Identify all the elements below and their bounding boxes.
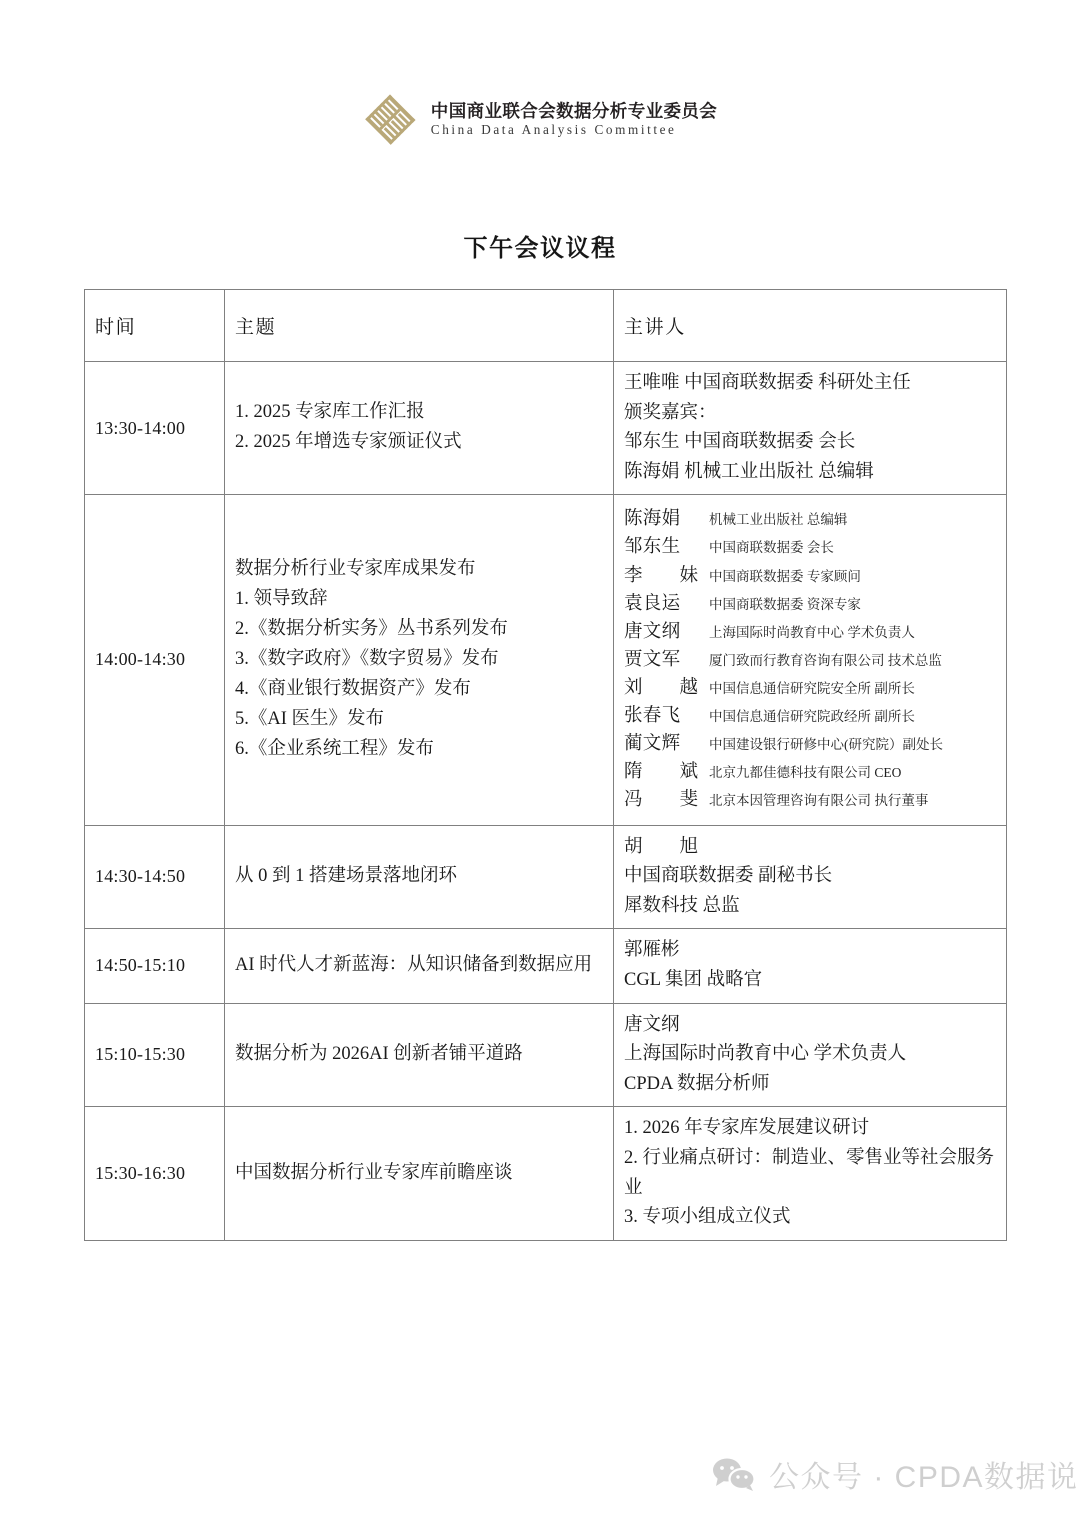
table-row: [85, 1107, 1007, 1240]
cell-speaker: [614, 362, 1007, 495]
cell-topic: [225, 495, 614, 825]
topic-line: 3.《数字政府》《数字贸易》发布: [235, 648, 499, 669]
speaker-name: 袁良运: [624, 593, 681, 614]
speaker-org: 上海国际时尚教育中心 学术负责人: [709, 624, 915, 640]
speaker-org: 中国商联数据委 专家顾问: [709, 568, 861, 584]
organization-logo: [363, 93, 717, 147]
speaker-line: 中国商联数据委 副秘书长: [624, 866, 833, 887]
cell-time: 15:10-15:30: [85, 1003, 225, 1107]
cell-time: 14:50-15:10: [85, 929, 225, 1003]
topic-line: 6.《企业系统工程》发布: [235, 738, 434, 759]
speaker-line: 唐文纲: [624, 1014, 680, 1035]
speaker-line: 上海国际时尚教育中心 学术负责人: [624, 1044, 907, 1065]
document-header: [0, 93, 1080, 147]
speaker-name: 李 妹: [624, 565, 699, 586]
speaker-line: 3. 专项小组成立仪式: [624, 1207, 791, 1228]
org-name-cn: 中国商业联合会数据分析专业委员会: [430, 100, 718, 121]
speaker-line: 王唯唯 中国商联数据委 科研处主任: [624, 373, 911, 393]
speaker-org: 北京本因管理咨询有限公司 执行董事: [709, 793, 929, 809]
topic-line: 5.《AI 医生》发布: [235, 708, 385, 729]
speaker-name: 唐文纲: [624, 621, 681, 642]
cell-time: 13:30-14:00: [85, 362, 225, 495]
agenda-table: [84, 289, 1007, 1241]
cell-topic: [225, 1003, 614, 1107]
topic-line: 数据分析为 2026AI 创新者铺平道路: [235, 1043, 523, 1064]
speaker-org: 中国商联数据委 资深专家: [709, 596, 861, 612]
speaker-line: 犀数科技 总监: [624, 895, 740, 916]
topic-line: AI 时代人才新蓝海：从知识储备到数据应用: [235, 954, 593, 975]
speaker-line: 2. 行业痛点研讨：制造业、零售业等社会服务业: [624, 1147, 995, 1198]
speaker-org: 中国建设银行研修中心(研究院）副处长: [709, 737, 943, 753]
topic-line: 4.《商业银行数据资产》发布: [235, 678, 471, 699]
speaker-line: 陈海娟 机械工业出版社 总编辑: [624, 461, 874, 482]
speaker-line: 郭雁彬: [624, 940, 680, 961]
speaker-line: 颁奖嘉宾：: [624, 402, 717, 423]
topic-line: 中国数据分析行业专家库前瞻座谈: [235, 1162, 513, 1183]
speaker-entry: [624, 646, 996, 674]
speaker-name: 蔺文辉: [624, 734, 681, 755]
cell-time: 14:00-14:30: [85, 495, 225, 825]
cell-speaker: [614, 929, 1007, 1003]
speaker-entry: [624, 505, 996, 533]
speaker-org: 中国商联数据委 会长: [709, 540, 834, 556]
cell-speaker: [614, 1003, 1007, 1107]
footer-watermark: [712, 1452, 1079, 1496]
table-row: [85, 929, 1007, 1003]
speaker-name: 冯 斐: [624, 790, 699, 811]
cell-speaker: [614, 1107, 1007, 1240]
column-header-topic: 主题: [225, 290, 614, 362]
speaker-line: 胡 旭: [624, 836, 699, 857]
speaker-org: 北京九都佳德科技有限公司 CEO: [709, 765, 902, 781]
table-row: [85, 825, 1007, 929]
page-title: 下午会议议程: [463, 235, 617, 262]
cell-time: 14:30-14:50: [85, 825, 225, 929]
speaker-entry: [624, 590, 996, 618]
topic-line: 1. 领导致辞: [235, 589, 328, 610]
speaker-entry: [624, 618, 996, 646]
speaker-org: 机械工业出版社 总编辑: [709, 512, 848, 528]
table-row: [85, 362, 1007, 495]
wechat-icon: [712, 1457, 756, 1491]
speaker-line: 1. 2026 年专家库发展建议研讨: [624, 1118, 870, 1139]
topic-line: 从 0 到 1 搭建场景落地闭环: [235, 865, 458, 886]
column-header-time: 时间: [85, 290, 225, 362]
topic-line: 1. 2025 专家库工作汇报: [235, 402, 425, 423]
speaker-org: 中国信息通信研究院安全所 副所长: [709, 681, 915, 697]
topic-line: 2.《数据分析实务》丛书系列发布: [235, 619, 508, 640]
table-row: [85, 1003, 1007, 1107]
speaker-name: 贾文军: [624, 649, 681, 670]
column-header-speaker: 主讲人: [614, 290, 1007, 362]
speaker-name: 邹东生: [624, 537, 681, 558]
cell-topic: [225, 362, 614, 495]
speaker-line: 邹东生 中国商联数据委 会长: [624, 432, 856, 453]
cell-speaker: [614, 495, 1007, 825]
footer-text: 公众号 · CPDA数据说: [769, 1461, 1079, 1494]
cell-topic: [225, 825, 614, 929]
topic-line: 2. 2025 年增选专家颁证仪式: [235, 432, 462, 453]
speaker-entry: [624, 674, 996, 702]
speaker-name: 刘 越: [624, 678, 699, 699]
cell-topic: [225, 1107, 614, 1240]
cell-topic: [225, 929, 614, 1003]
speaker-entry: [624, 533, 996, 561]
speaker-entry: [624, 758, 996, 786]
speaker-name: 隋 斌: [624, 762, 699, 783]
speaker-org: 中国信息通信研究院政经所 副所长: [709, 709, 915, 725]
speaker-entry: [624, 562, 996, 590]
speaker-entry: [624, 730, 996, 758]
speaker-line: CPDA 数据分析师: [624, 1073, 770, 1094]
table-row: [85, 495, 1007, 825]
speaker-line: CGL 集团 战略官: [624, 969, 763, 990]
speaker-name: 陈海娟: [624, 509, 681, 530]
speaker-org: 厦门致而行教育咨询有限公司 技术总监: [709, 652, 942, 668]
org-name-en: China Data Analysis Committee: [430, 122, 677, 138]
cell-time: 15:30-16:30: [85, 1107, 225, 1240]
table-header-row: [85, 290, 1007, 362]
cdac-seal-logo-icon: [363, 93, 417, 147]
cell-speaker: [614, 825, 1007, 929]
speaker-name: 张春飞: [624, 706, 681, 727]
speaker-entry: [624, 786, 996, 814]
speaker-entry: [624, 702, 996, 730]
topic-line: 数据分析行业专家库成果发布: [235, 559, 476, 580]
